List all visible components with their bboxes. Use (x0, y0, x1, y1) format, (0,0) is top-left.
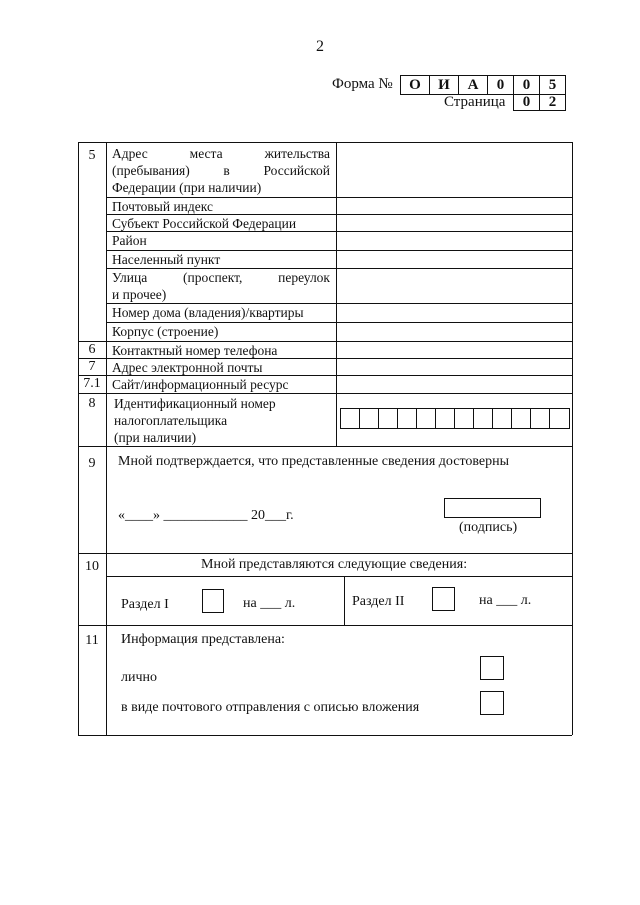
inn-digit-cell[interactable] (511, 408, 530, 428)
table-border-right (572, 142, 573, 735)
inn-label-line2: налогоплательщика (114, 413, 228, 428)
section-1-checkbox[interactable] (202, 589, 224, 613)
address-label-line1: Адрес места жительства (112, 146, 330, 161)
section-1-label: Раздел I (121, 597, 169, 612)
row-number-6: 6 (88, 342, 96, 357)
section-2-label: Раздел II (352, 594, 405, 609)
page-digit: 2 (539, 94, 566, 111)
row-number-7: 7 (88, 359, 96, 374)
section-2-checkbox[interactable] (432, 587, 455, 611)
form-code-char: 5 (539, 75, 566, 95)
inn-digit-cell[interactable] (473, 408, 492, 428)
district-label: Район (112, 233, 147, 248)
email-label: Адрес электронной почты (112, 360, 263, 375)
option-personal-label: лично (121, 670, 158, 685)
address-label-line2: (пребывания) в Российской (112, 163, 330, 178)
street-label-line1: Улица (проспект, переулок (112, 270, 330, 285)
row-number-7-1: 7.1 (83, 376, 101, 391)
inn-cells-bottom (340, 428, 570, 429)
website-label: Сайт/информационный ресурс (112, 377, 289, 392)
form-code-char: 0 (513, 75, 540, 95)
inn-digit-cell[interactable] (397, 408, 416, 428)
address-label-line3: Федерации (при наличии) (112, 180, 262, 195)
date-field[interactable]: «____» ____________ 20___г. (118, 508, 294, 523)
phone-label: Контактный номер телефона (112, 343, 278, 358)
inn-digit-cell[interactable] (435, 408, 454, 428)
form-code-char: И (429, 75, 459, 95)
table-bottom-border (78, 735, 572, 736)
page-number: 2 (316, 38, 324, 55)
inn-digit-cell[interactable] (359, 408, 378, 428)
inn-digit-cell[interactable] (416, 408, 435, 428)
option-mail-label: в виде почтового отправления с описью вложения (121, 700, 420, 715)
value-column-divider (336, 142, 337, 446)
section-1-pages: на ___ л. (243, 596, 296, 611)
row-number-11: 11 (85, 633, 99, 648)
form-code-char: А (458, 75, 488, 95)
row-divider (78, 553, 572, 554)
row-divider (78, 446, 572, 447)
locality-label: Населенный пункт (112, 252, 221, 267)
building-label: Корпус (строение) (112, 324, 219, 339)
section-2-pages: на ___ л. (479, 593, 532, 608)
inn-digit-cell[interactable] (454, 408, 473, 428)
option-mail-checkbox[interactable] (480, 691, 504, 715)
confirmation-text: Мной подтверждается, что представленные сведения достоверны (118, 454, 510, 469)
inn-digit-cell[interactable] (378, 408, 397, 428)
row-divider (78, 625, 572, 626)
row-number-8: 8 (88, 396, 96, 411)
signature-box[interactable] (444, 498, 541, 518)
inn-digit-cell[interactable] (549, 408, 570, 428)
postal-code-label: Почтовый индекс (112, 199, 213, 214)
row-divider (78, 393, 572, 394)
form-code-char: О (400, 75, 430, 95)
table-top-border (78, 142, 572, 143)
sections-text: Мной представляются следующие сведения: (201, 557, 468, 572)
option-personal-checkbox[interactable] (480, 656, 504, 680)
row-number-10: 10 (85, 559, 99, 574)
row-10-header-divider (106, 576, 572, 577)
signature-label: (подпись) (459, 520, 518, 535)
row-10-section-divider (344, 576, 345, 625)
street-label-line2: и прочее) (112, 287, 167, 302)
row-number-5: 5 (88, 148, 96, 163)
page-digit: 0 (513, 94, 540, 111)
submission-text: Информация представлена: (121, 632, 285, 647)
form-number-label: Форма № (332, 76, 393, 92)
inn-digit-cell[interactable] (530, 408, 549, 428)
inn-digit-cell[interactable] (492, 408, 511, 428)
page-label: Страница (444, 94, 506, 110)
house-label: Номер дома (владения)/квартиры (112, 305, 304, 320)
inn-digit-cell[interactable] (340, 408, 359, 428)
inn-label-line1: Идентификационный номер (114, 396, 276, 411)
form-code-char: 0 (487, 75, 514, 95)
inn-label-line3: (при наличии) (114, 430, 197, 445)
subject-label: Субъект Российской Федерации (112, 216, 297, 231)
row-number-9: 9 (88, 456, 96, 471)
